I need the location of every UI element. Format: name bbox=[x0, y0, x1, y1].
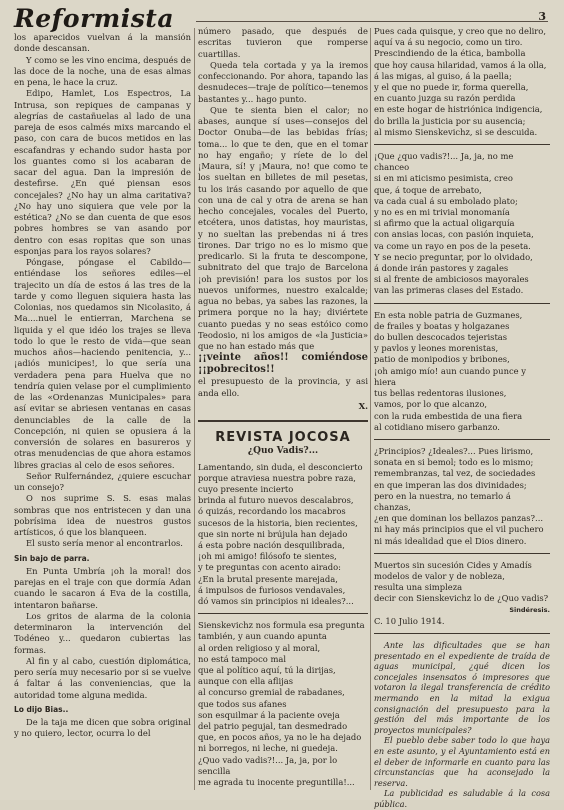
paragraph: De la taja me dicen que sobra original y no quiero, lector, ocurra lo del bbox=[14, 717, 191, 739]
verse-line: que al político aquí, tú la dirijas, bbox=[198, 664, 336, 675]
verse-line: á las migas, al guiso, á la paella; bbox=[374, 70, 512, 81]
notice-paragraph: El pueblo debe saber todo lo que haya en este asunto, y el Ayuntamiento está en el deber de informarle en cuanto para las circunstancias que ha aconsejado la reserva. bbox=[374, 735, 550, 788]
verse-line: si al frente de ambiciosos mayorales bbox=[374, 274, 529, 285]
verse-line: y no es en mi trivial monomanía bbox=[374, 207, 510, 218]
verse-line: decir con Sienskevichz lo de ¿Quo vadis? bbox=[374, 593, 549, 604]
verse-line: con la ruda embestida de una fiera bbox=[374, 410, 523, 421]
page-number: 3 bbox=[538, 10, 546, 23]
section-title: REVISTA JOCOSA bbox=[215, 430, 351, 445]
verse-line: remembranzas, tal vez, de sociedades bbox=[374, 468, 536, 479]
stanza-rule bbox=[198, 613, 368, 614]
verse-line: Sienskevichz nos formula esa pregunta bbox=[198, 620, 365, 631]
verse-line: patio de monipodios y bribones, bbox=[374, 354, 510, 365]
verse-line: á impulsos de furiosos vendavales, bbox=[198, 584, 346, 595]
verse-line: pero en la nuestra, no temarlo á chanzas, bbox=[374, 490, 511, 512]
section-rule bbox=[198, 420, 368, 422]
verse-line: En esta noble patria de Guzmanes, bbox=[374, 309, 523, 320]
verse-line: si afirmo que la actual oligarquía bbox=[374, 218, 515, 229]
verse-line: ¿en que dominan los bellazos panzas?... bbox=[374, 513, 544, 524]
verse-line: y pavlos y leones morenistas, bbox=[374, 343, 499, 354]
section-subtitle: ¿Quo Vadis?... bbox=[247, 446, 319, 457]
verse-line: no está tampoco mal bbox=[198, 653, 287, 664]
column-divider bbox=[370, 28, 371, 790]
bold-line: ¡¡veinte años!! comiéndose ¡¡pobrecitos!! bbox=[198, 352, 368, 376]
verse-line: va cada cual á su embolado plato; bbox=[374, 195, 518, 206]
verse-line: van las primeras clases del Estado. bbox=[374, 285, 524, 296]
paragraph: Póngase, póngase el Cabildo—entiéndase los señores ediles—el trajecito un día de estos á las tres de la tarde y como lleguen siquiera hasta las Colonias, nos quedamos sin Nicolasito, á Ma....nuel le entierran, Marchena se liquida y el que idéo los trajes se lleva todo lo que le resto de vida—que sean muchos años—haciendo penitencia, y... ¡adiós municipes!, lo que sería una verdadera pena para Huelva que no tendría quien velase por el cumplimiento de las «Ordenanzas Municipales» para así evitar se abriesen ventanas en casas denunciables de la calle de la Concepción, ni quien se opusiera á la conversión de solares en basureros y otras menudencias de que ahora estamos libres gracias al celo de esos señores. bbox=[14, 257, 191, 470]
verse-block bbox=[198, 462, 368, 608]
verse-line: porque atraviesa nuestra pobre raza, bbox=[198, 472, 356, 483]
verse-line: va come un rayo en pos de la peseta. bbox=[374, 240, 531, 251]
verse-line: sonata en si bemol; todo es lo mismo; bbox=[374, 457, 534, 468]
notice-paragraph: La publicidad es saludable á la cosa pública. bbox=[374, 788, 550, 809]
poem-signature: Sindéresis. bbox=[509, 605, 550, 614]
verse-line: sucesos de la historia, bien recientes, bbox=[198, 517, 358, 528]
verse-line: que, á toque de arrebato, bbox=[374, 184, 482, 195]
verse-line: al orden religioso y al moral, bbox=[198, 642, 321, 653]
verse-line: del patrio pegujal, tan desmedrado bbox=[198, 720, 348, 731]
section-subheading: Lo dijo Bias.. bbox=[14, 704, 69, 714]
verse-block bbox=[374, 560, 550, 605]
verse-line: que hoy causa hilaridad, vamos á la olla, bbox=[374, 59, 547, 70]
verse-line: ni borregos, ni leche, ni guedeja. bbox=[198, 743, 338, 754]
verse-line: al mismo Sienskevichz, si se descuida. bbox=[374, 126, 538, 137]
verse-line: que sin norte ni brújula han dejado bbox=[198, 528, 348, 539]
verse-line: modelos de valor y de nobleza, bbox=[374, 570, 505, 581]
verse-line: Prescindiendo de la ética, bambolla bbox=[374, 48, 526, 59]
verse-line: do brilla la justicia por su ausencia; bbox=[374, 115, 526, 126]
column-divider bbox=[194, 28, 195, 790]
verse-line: ¡Que ¿quo vadis?!... Ja, ja, no me chanceo bbox=[374, 151, 514, 173]
verse-line: do bullen descocados tejeristas bbox=[374, 332, 508, 343]
column-1 bbox=[14, 32, 191, 792]
stanza-rule bbox=[374, 439, 550, 440]
verse-line: resulta una simpleza bbox=[374, 582, 463, 593]
article-signature: X. bbox=[358, 400, 368, 411]
verse-line: aunque con ella aflijas bbox=[198, 676, 294, 687]
verse-line: ó quizás, recordando los macabros bbox=[198, 506, 346, 517]
verse-line: á donde irán pastores y zagales bbox=[374, 263, 509, 274]
verse-line: me agrada tu inocente preguntilla!... bbox=[198, 776, 355, 787]
verse-line: también, y aun cuando apunta bbox=[198, 631, 327, 642]
verse-line: ¡oh amigo mío! aun cuando punce y hiera bbox=[374, 365, 527, 387]
stanza-rule bbox=[374, 553, 550, 554]
verse-line: en este hogar de histriónica indigencia, bbox=[374, 104, 543, 115]
verse-line: al concurso gremial de rabadanes, bbox=[198, 687, 345, 698]
paragraph: Edipo, Hamlet, Los Espectros, La Intrusa, son repiques de campanas y alegrías de castañuelas al lado de una pareja de esos calmés mixs marcando el paso, con cara de bucos metidos en las escafandras y echando sudor hasta por los guantes como si los acabaran de sacar del agua. Dan la impresión de destefirse. ¿En qué piensan esos concejales? ¿No hay un alma caritativa? ¿No hay uno siquiera que vele por la estética? ¿No se dan cuenta de que esos pobres hombres se van asando por dentro con esas ropitas que son unas esponjas para los rayos solares? bbox=[14, 88, 191, 256]
paragraph: Que te sienta bien el calor; no abases, aunque sí uses—consejos del Doctor Onuba—de las bebidas frías; toma... lo que te den, que en el tomar no hay engaño; y ríete de lo del ¡Maura, sí! y ¡Maura, no! que como te los sueltan en billetes de mil pesetas, tu los irás casando por aquello de que con una de cal y otra de arena se han hecho concejales, vocales del Puerto, etcétera, unos datistas, hoy mauristas, y no sueltan las prebendas ni á tres tirones. Dar trigo no es lo mismo que predicarlo. Si la fruta te descompone, subnitrato del que trajo de Barcelona ¡oh previsión! para los sustos por los nuevos uniformes, nuestro exalcalde; agua no bebas, ya sabes las razones, la primera porque no la hay; diviértete cuanto puedas y no seas estóico como Teodosio, ni los amigos de «la Justicia» que no han estado más que bbox=[198, 104, 368, 351]
paragraph: O nos suprime S. S. esas malas sombras que nos entristecen y dan una pobrísima idea de nuestros gustos artísticos, ó que los blanqueen. bbox=[14, 493, 191, 537]
paragraph: el presupuesto de la provincia, y asi anda ello. bbox=[198, 376, 368, 398]
dateline: C. 10 Julio 1914. bbox=[374, 615, 445, 626]
verse-line: que todos sus afanes bbox=[198, 698, 287, 709]
verse-line: ¿Principios? ¿Ideales?... Pues lirismo, bbox=[374, 445, 534, 456]
verse-line: en que imperan las dos divinidades; bbox=[374, 479, 527, 490]
verse-block bbox=[374, 151, 550, 297]
verse-line: brinda al futuro nuevos descalabros, bbox=[198, 495, 354, 506]
verse-block bbox=[374, 26, 550, 138]
verse-line: ni más idealidad que el Dios dinero. bbox=[374, 535, 527, 546]
verse-line: ¡oh mi amigo! filósofo te sientes, bbox=[198, 551, 337, 562]
verse-line: Lamentando, sin duda, el desconcierto bbox=[198, 461, 363, 472]
verse-line: Muertos sin sucesión Cides y Amadís bbox=[374, 559, 532, 570]
verse-line: y te preguntas con acento airado: bbox=[198, 562, 341, 573]
verse-block bbox=[198, 620, 368, 788]
column-3 bbox=[374, 26, 550, 809]
verse-line: ¿En la brutal presente marejada, bbox=[198, 573, 338, 584]
verse-line: ¿Quo vado vadis?!... Ja, ja, por lo sencilla bbox=[198, 754, 338, 776]
verse-line: en cuanto juzga su razón perdida bbox=[374, 93, 516, 104]
verse-line: Pues cada quisque, y creo que no deliro, bbox=[374, 26, 547, 36]
paragraph: Los gritos de alarma de la colonia determinaron la intervención del Todéneo y... quedaron cubiertas las formas. bbox=[14, 610, 191, 655]
section-rule bbox=[374, 633, 550, 634]
section-subheading: Sin bajo de parra. bbox=[14, 553, 90, 563]
verse-line: de frailes y boatas y holgazanes bbox=[374, 320, 510, 331]
verse-line: al cotidiano misero garbanzo. bbox=[374, 421, 500, 432]
masthead-title: Reformista bbox=[14, 4, 175, 33]
paragraph: Al fin y al cabo, cuestión diplomática, pero sería muy necesario por si se vuelve á faltar á las conveniencias, que la autoridad tome alguna medida. bbox=[14, 655, 191, 700]
verse-line: aquí va á su negocio, como un tiro. bbox=[374, 37, 523, 48]
notice-paragraph: Ante las dificultades que se han presentado en el expediente de traída de aguas municipal, ¿qué dicen los concejales insensatos ó impresores que votaron la ilegal transferencia de crédito mermando en la mitad la exigua consignación del presupuesto para la gestión del más importante de los proyectos municipales? bbox=[374, 640, 550, 735]
column-2 bbox=[198, 26, 368, 792]
verse-line: ni hay más principios que el vil puchero bbox=[374, 524, 544, 535]
verse-block bbox=[374, 446, 550, 547]
verse-line: á esta pobre nación desquilibrada, bbox=[198, 539, 345, 550]
paragraph: número pasado, que después de escritas tuvieron que romperse cuartillas. bbox=[198, 26, 368, 59]
stanza-rule bbox=[374, 144, 550, 145]
verse-line: con ansias locas, con pasión inquieta, bbox=[374, 229, 534, 240]
verse-line: dó vamos sin principios ni ideales?... bbox=[198, 595, 354, 606]
verse-line: vamos, por lo que alcanzo, bbox=[374, 399, 488, 410]
stanza-rule bbox=[374, 303, 550, 304]
verse-line: son esquilmar á la paciente oveja bbox=[198, 709, 340, 720]
verse-line: tus bellas redentoras ilusiones, bbox=[374, 388, 507, 399]
paragraph: los aparecidos vuelvan á la mansión donde descansan. bbox=[14, 32, 191, 54]
verse-line: cuyo presente incierto bbox=[198, 483, 294, 494]
paragraph: El susto sería menor al encontrarlos. bbox=[26, 538, 183, 549]
verse-line: y el que no puede ir, forma querella, bbox=[374, 82, 529, 93]
paragraph: Y como se les vino encima, después de las doce de la noche, una de esas almas en pena, le hace la cruz. bbox=[14, 54, 191, 87]
verse-line: si en mi aticismo pesimista, creo bbox=[374, 173, 513, 184]
verse-block bbox=[374, 310, 550, 433]
header-rule bbox=[196, 21, 548, 22]
verse-line: que, en pocos años, ya no le ha dejado bbox=[198, 732, 362, 743]
paragraph: Señor Rulfernández, ¿quiere escuchar un consejo? bbox=[14, 470, 191, 492]
verse-line: Y se necio preguntar, por lo olvidado, bbox=[374, 251, 533, 262]
paragraph: Queda tela cortada y ya la iremos confeccionando. Por ahora, tapando las desnudeces—traje de político—tenemos bastantes y... hago punto. bbox=[198, 59, 368, 104]
paragraph: En Punta Umbría ¡oh la moral! dos parejas en el traje con que dormía Adan cuando le sacaron á Eva de la costilla, intentaron bañarse. bbox=[14, 565, 191, 610]
